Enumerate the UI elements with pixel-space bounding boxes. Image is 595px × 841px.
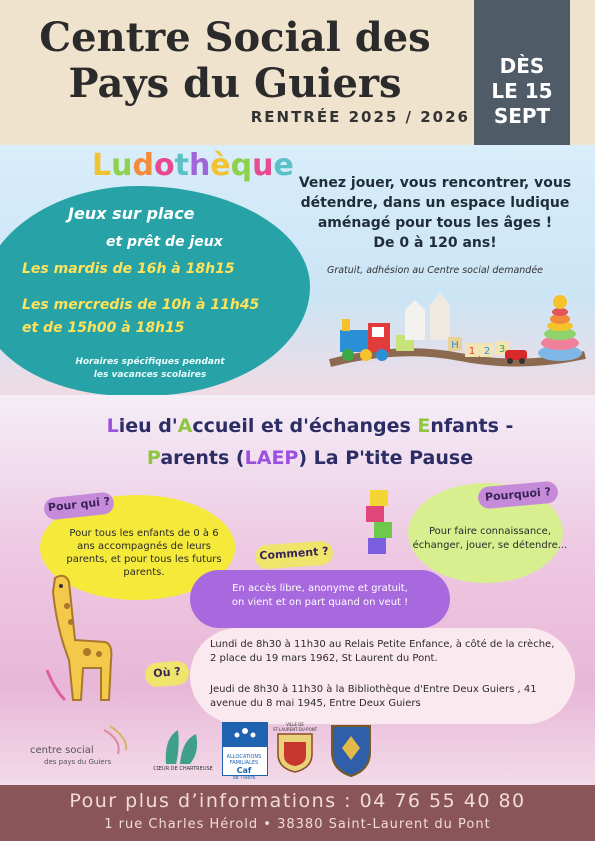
caf-line-3: Caf (236, 766, 252, 775)
ribbon-line-2: LE 15 (491, 79, 553, 103)
ville-line-1: VILLE DE (286, 722, 304, 727)
caf-line-1: ALLOCATIONS (226, 754, 262, 760)
giraffe-icon (35, 570, 125, 710)
title-letter: e (273, 148, 294, 183)
desc-line-1: Venez jouer, vous rencontrer, vous (298, 175, 572, 191)
title-letter: t (174, 148, 189, 183)
toy-block-label: 2 (483, 346, 491, 357)
caf-logo-text (222, 754, 266, 781)
title-letter: L (92, 148, 112, 183)
page-title-line-1: Centre Social des (39, 14, 431, 61)
pret-de-jeux: et prêt de jeux (106, 234, 223, 250)
coeur-de-chartreuse-logo (158, 724, 208, 772)
footer-address: 1 rue Charles Hérold • 38380 Saint-Laurent du Pont (104, 817, 491, 832)
centre-social-logo-text: centre social (30, 745, 94, 756)
schedule-mercredis-2: et de 15h00 à 18h15 (22, 320, 185, 336)
toys-illustration (320, 285, 590, 385)
title-letter: q (230, 148, 253, 183)
comment-line-1: En accès libre, anonyme et gratuit, (232, 583, 408, 594)
stacked-cubes-icon (360, 488, 400, 558)
toy-block-label: H (451, 340, 459, 351)
pour-qui-text: Pour tous les enfants de 0 à 6 ans accompagnés de leurs parents, et pour tous les futurs parents. (66, 528, 222, 578)
ou-text-lundi: Lundi de 8h30 à 11h30 au Relais Petite Enfance, à côté de la crèche, 2 place du 19 mars 1962, St Laurent du Pont. (210, 639, 555, 664)
toy-house-icon (405, 300, 425, 340)
ludotheque-description (290, 173, 580, 253)
caf-family-icon (223, 723, 267, 747)
comment-label: Comment ? (258, 544, 330, 563)
stacking-rings-icon (538, 295, 582, 361)
pourquoi-label: Pourquoi ? (484, 485, 552, 504)
desc-line-3: aménagé pour tous les âges ! (317, 215, 553, 231)
title-letter: h (188, 148, 211, 183)
ludotheque-title (92, 146, 312, 186)
comment-line-2: on vient et on part quand on veut ! (231, 597, 409, 608)
horaires-note (40, 356, 260, 382)
laep-title-line-1: Lieu d'Accueil et d'échanges Enfants - (106, 415, 514, 437)
adhesion-note: Gratuit, adhésion au Centre social demandée (326, 265, 544, 276)
ville-line-2: ST-LAURENT-DU-PONT (272, 727, 318, 732)
ribbon-text (474, 54, 570, 129)
rentree-subtitle: RENTRÉE 2025 / 2026 (250, 108, 470, 126)
footer-contact-phone: Pour plus d’informations : 04 76 55 40 80 (69, 790, 526, 812)
desc-line-4: De 0 à 120 ans! (373, 235, 497, 251)
title-letter: è (210, 148, 231, 183)
ribbon-line-1: DÈS (499, 54, 545, 78)
toy-block-label: 1 (468, 346, 476, 357)
pourquoi-text: Pour faire connaissance, échanger, jouer, se détendre... (412, 526, 568, 551)
caf-line-2: FAMILIALES (229, 760, 259, 766)
title-letter: u (111, 148, 133, 183)
schedule-mercredis-1: Les mercredis de 10h à 11h45 (22, 297, 260, 313)
toy-train-icon (340, 319, 390, 361)
title-letter: u (252, 148, 274, 183)
caf-line-4: de l'Isère (232, 775, 256, 781)
title-letter: o (153, 148, 175, 183)
toy-house-icon (430, 293, 450, 340)
laep-title-line-2: Parents (LAEP) La P'tite Pause (146, 447, 474, 469)
horaires-line-1: Horaires spécifiques pendant (75, 357, 225, 367)
ou-text-jeudi: Jeudi de 8h30 à 11h30 à la Bibliothèque d'Entre Deux Guiers , 41 avenue du 8 mai 1945, Entre Deux Guiers (210, 684, 537, 709)
jeux-sur-place: Jeux sur place (68, 204, 195, 223)
schedule-mardis: Les mardis de 16h à 18h15 (22, 261, 235, 277)
entre-deux-guiers-crest-icon (328, 722, 374, 778)
horaires-line-2: les vacances scolaires (93, 370, 207, 380)
chartreuse-logo-text: CŒUR DE CHARTREUSE (153, 766, 213, 772)
ou-label: Où ? (152, 664, 182, 681)
title-letter: d (132, 148, 154, 183)
toy-block-label: 3 (498, 344, 506, 355)
ville-logo-text (270, 722, 320, 732)
pour-qui-label: Pour qui ? (47, 494, 111, 515)
desc-line-2: détendre, dans un espace ludique (300, 195, 570, 211)
comment-text (190, 582, 450, 610)
page-title-line-2: Pays du Guiers (68, 60, 402, 107)
ribbon-line-3: SEPT (493, 104, 551, 128)
centre-social-logo-subtext: des pays du Guiers (44, 758, 112, 766)
